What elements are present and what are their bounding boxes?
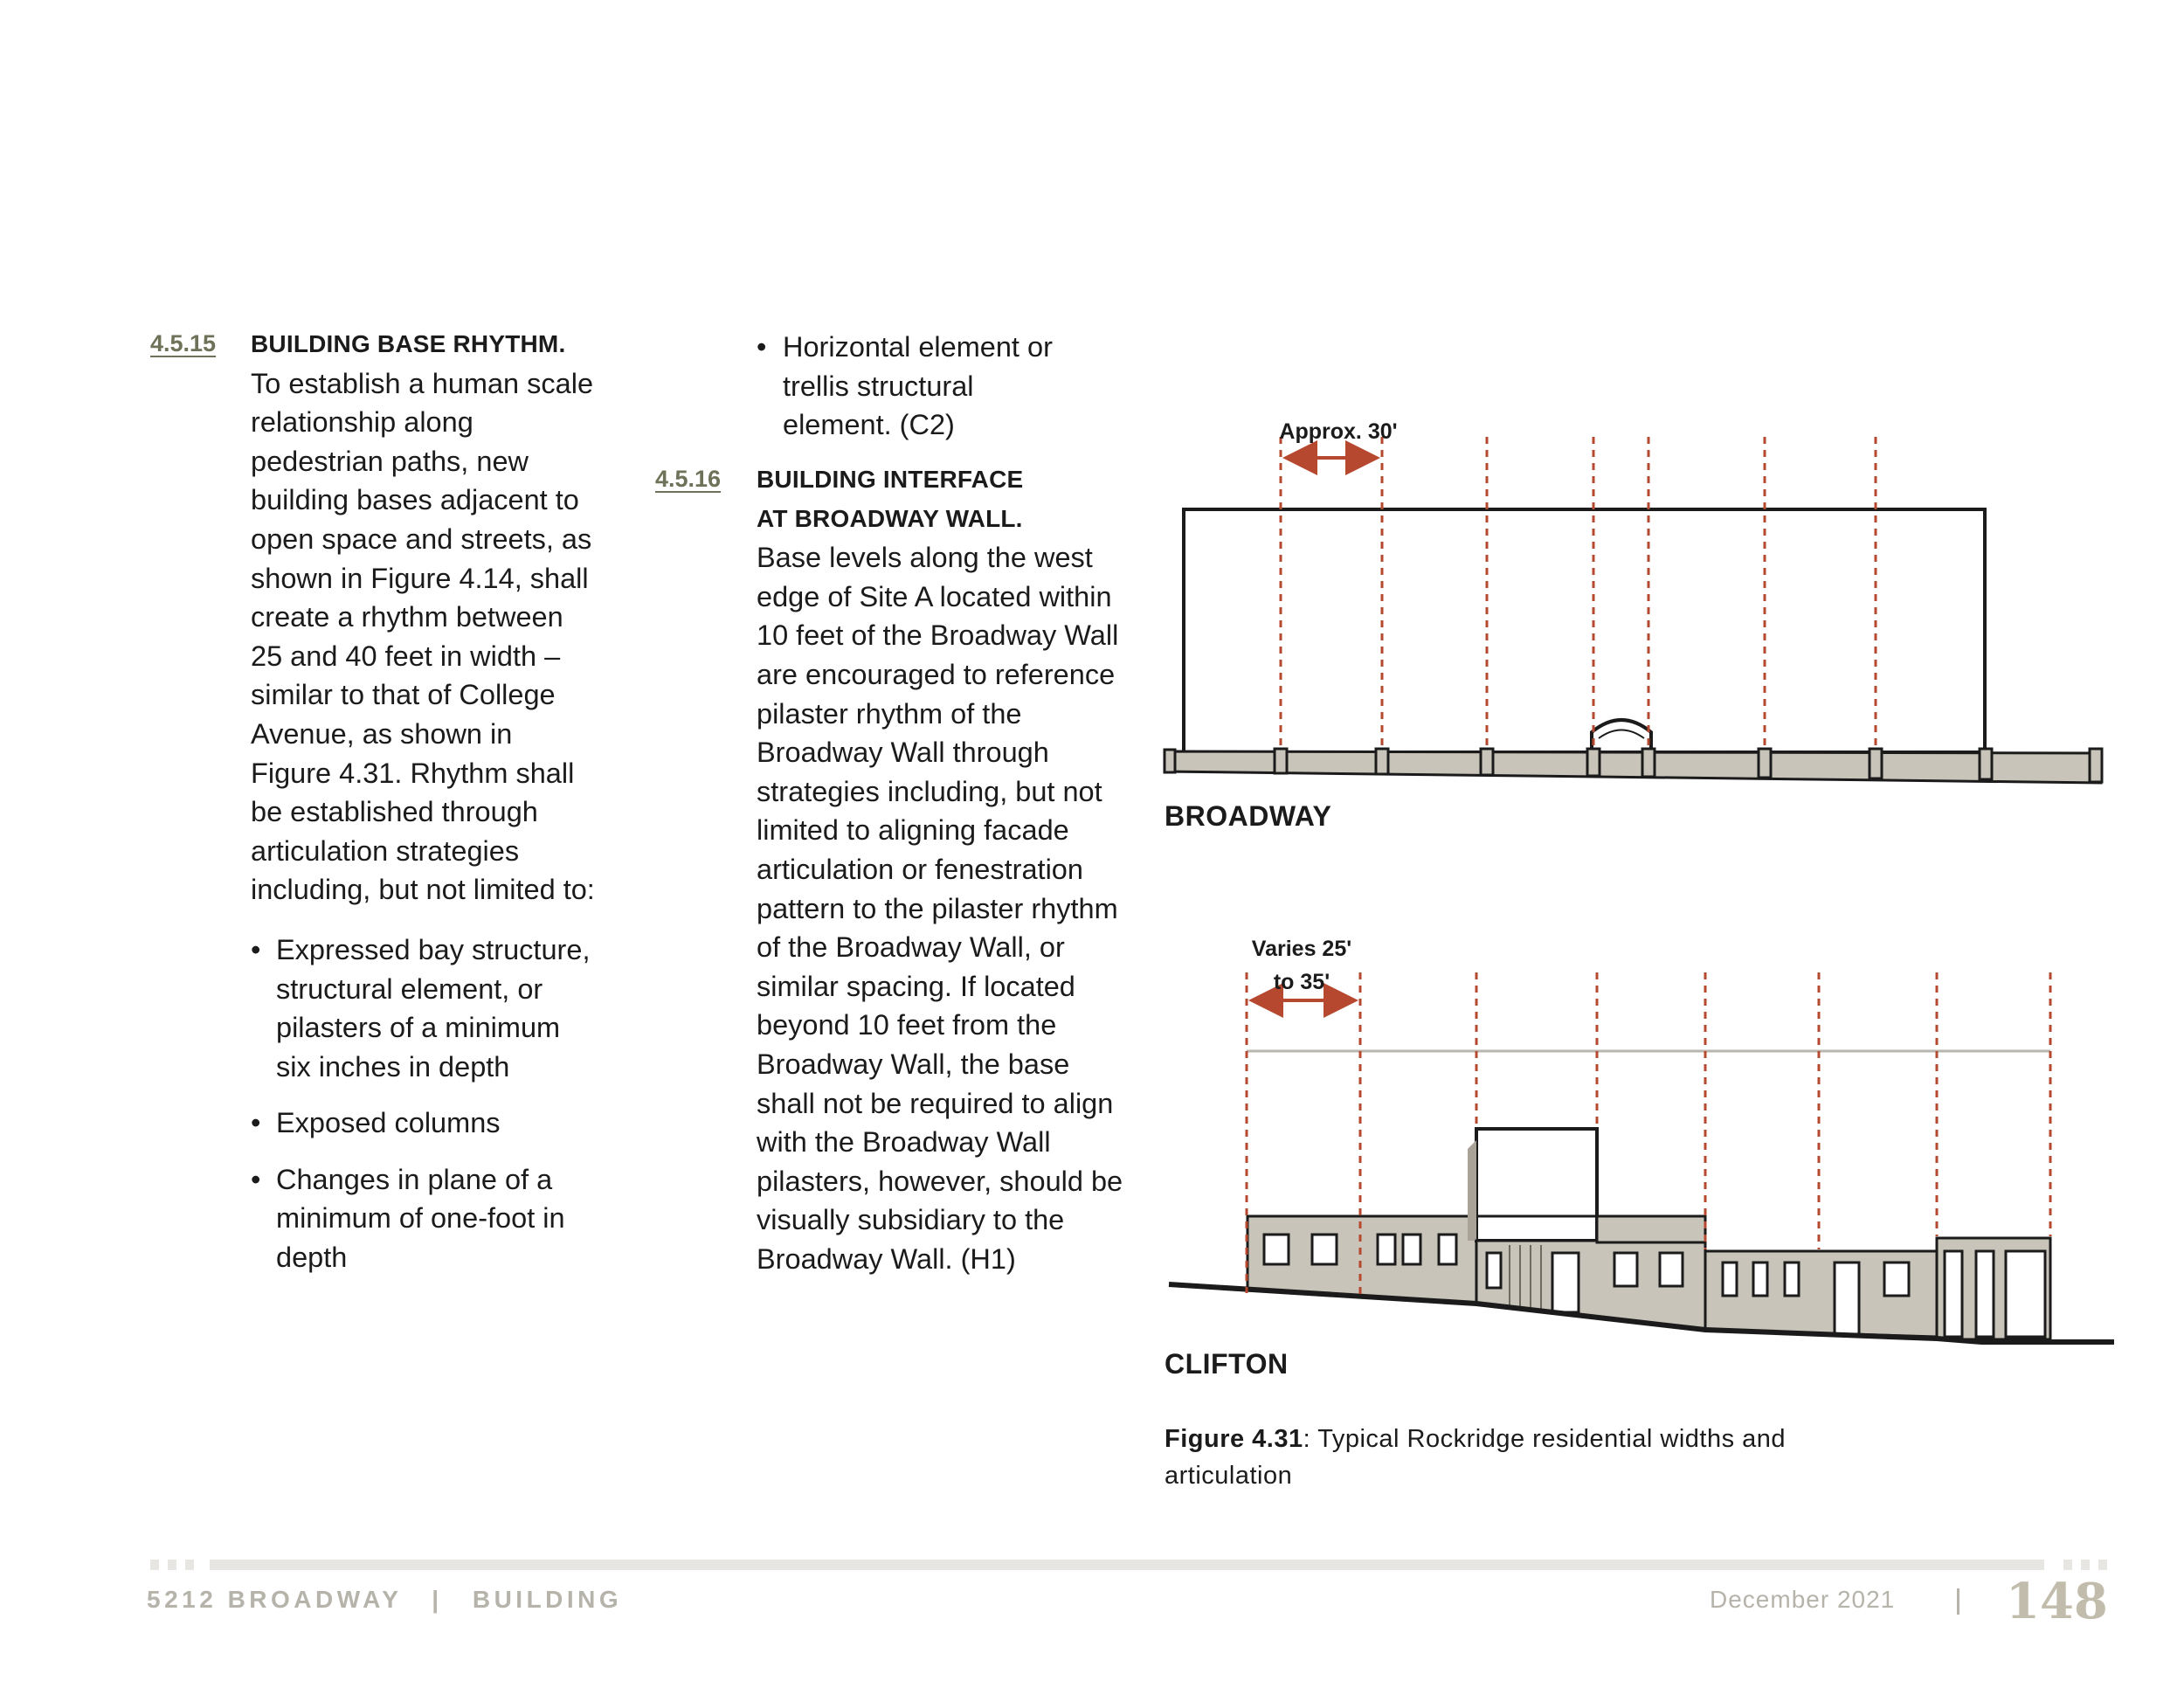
clifton-tower: [1476, 1129, 1597, 1241]
section-body-building-base-rhythm: To establish a human scale relationship along pedestrian paths, new building bases adjacent to open space and streets, as shown in Figure 4.14, shall create a rhythm between 25 and 40 feet in width – similar to that of College Avenue, as shown in Figure 4.31. Rhythm shall be established through articulation strategies including, but not limited to:: [251, 367, 595, 906]
section-title-building-interface: BUILDING INTERFACE AT BROADWAY WALL.: [757, 466, 1024, 532]
list-item: • Exposed columns: [251, 1103, 600, 1143]
footer-rule: [150, 1560, 2107, 1570]
list-item: • Horizontal element or trellis structural element. (C2): [757, 328, 1071, 445]
figure-number: Figure 4.31: [1165, 1425, 1303, 1453]
list-item: • Changes in plane of a minimum of one-foot in depth: [251, 1160, 600, 1277]
broadway-label: BROADWAY: [1165, 800, 1332, 832]
footer-breadcrumb: [147, 1586, 622, 1614]
footer-separator: |: [432, 1586, 443, 1613]
clifton-dimension-label-line2: to 35': [1273, 970, 1330, 994]
broadway-building-outline: [1184, 509, 1985, 752]
broadway-dimension-label: Approx. 30': [1279, 419, 1398, 444]
section-number-4-5-15[interactable]: 4.5.15: [150, 330, 217, 356]
broadway-elevation: [1165, 419, 2102, 783]
section-body-building-interface: Base levels along the west edge of Site A located within 10 feet of the Broadway Wall are encouraged to reference pilaster rhythm of the Broadway Wall through strategies including, but not limited to aligning facade articulation or fenestration pattern to the pilaster rhythm of the Broadway Wall, or similar spacing. If located beyond 10 feet from the Broadway Wall, the base shall not be required to align with the Broadway Wall pilasters, however, should be visually subsidiary to the Broadway Wall. (H1): [757, 542, 1123, 1275]
list-item: • Expressed bay structure, structural element, or pilasters of a minimum six inches in depth: [251, 930, 600, 1086]
page-number: 148: [2006, 1573, 2108, 1630]
footer-date: December 2021: [1710, 1586, 1896, 1613]
figure-caption-text: : Typical Rockridge residential widths and articulation: [1165, 1425, 1787, 1490]
footer-project[interactable]: 5212 BROADWAY: [147, 1586, 402, 1613]
section-number-4-5-16[interactable]: 4.5.16: [655, 466, 722, 492]
section-title-building-base-rhythm: BUILDING BASE RHYTHM.: [251, 330, 566, 357]
footer-divider: [1957, 1588, 1959, 1615]
clifton-dimension-label-line1: Varies 25': [1251, 937, 1352, 961]
clifton-elevation: [1169, 937, 2114, 1342]
footer-chapter[interactable]: BUILDING: [472, 1586, 623, 1613]
clifton-label: CLIFTON: [1165, 1348, 1289, 1380]
broadway-wall: [1165, 751, 2101, 783]
figure-caption: [1165, 1421, 1846, 1494]
